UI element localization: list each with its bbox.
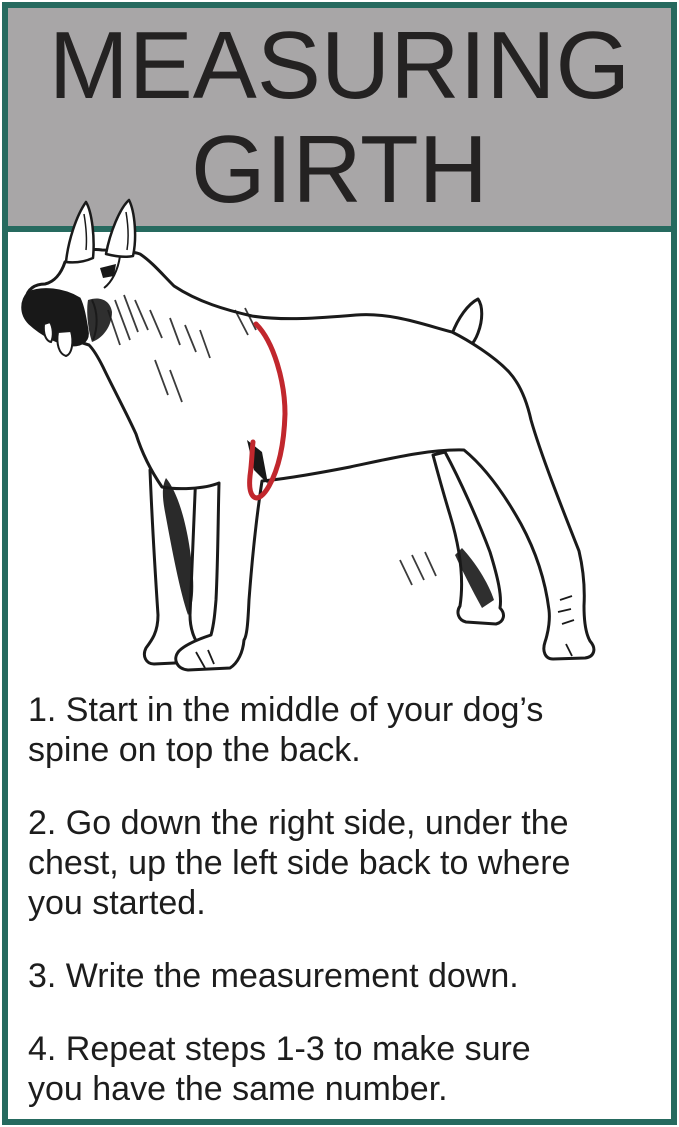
instruction-line: 4. Repeat steps 1-3 to make sure bbox=[28, 1030, 531, 1068]
title-line-2: GIRTH bbox=[191, 116, 488, 223]
instruction-line: 3. Write the measurement down. bbox=[28, 957, 519, 995]
instruction-list bbox=[28, 690, 665, 1127]
title-line-1: MEASURING bbox=[48, 12, 631, 119]
instruction-line: you started. bbox=[28, 884, 206, 922]
instruction-step-1 bbox=[28, 690, 665, 770]
instruction-line: chest, up the left side back to where bbox=[28, 844, 571, 882]
page-title bbox=[8, 8, 671, 222]
instruction-step-3 bbox=[28, 956, 665, 996]
instruction-line: spine on top the back. bbox=[28, 731, 361, 769]
header bbox=[8, 8, 671, 232]
instruction-step-2 bbox=[28, 803, 665, 923]
instruction-line: 1. Start in the middle of your dog’s bbox=[28, 691, 544, 729]
instruction-line: 2. Go down the right side, under the bbox=[28, 804, 569, 842]
instruction-step-4 bbox=[28, 1029, 665, 1109]
teal-frame bbox=[2, 2, 677, 1125]
instruction-line: you have the same number. bbox=[28, 1070, 448, 1108]
